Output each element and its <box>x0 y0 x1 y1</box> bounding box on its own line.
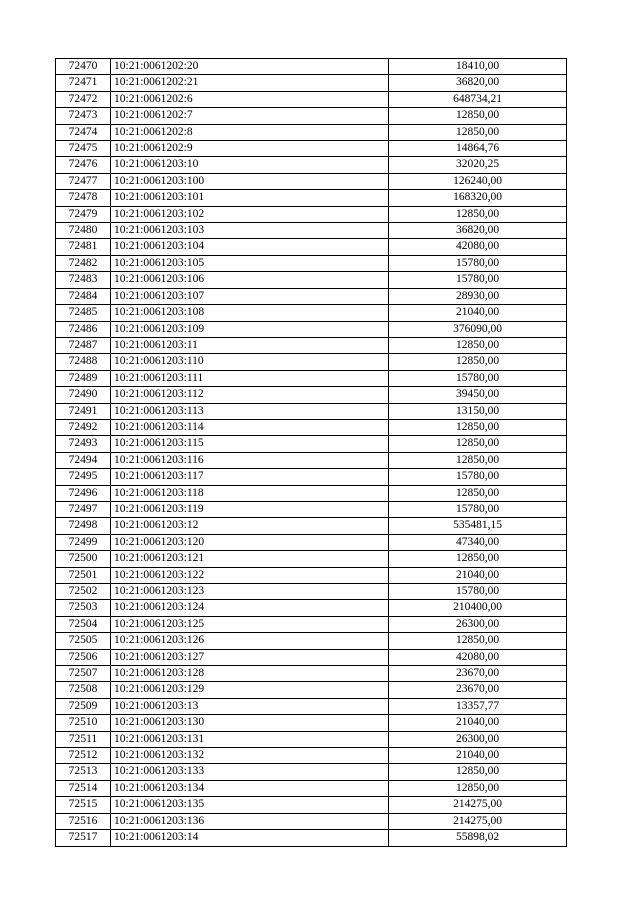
table-row <box>56 501 567 517</box>
cadastral-number-cell: 10:21:0061202:9 <box>111 141 389 157</box>
value-cell: 36820,00 <box>389 75 567 91</box>
cadastral-number-cell: 10:21:0061203:130 <box>111 715 389 731</box>
table-row <box>56 337 567 353</box>
table-body <box>56 59 567 847</box>
cadastral-number-cell: 10:21:0061203:114 <box>111 419 389 435</box>
cadastral-number-cell: 10:21:0061203:128 <box>111 666 389 682</box>
table-row <box>56 485 567 501</box>
table-row <box>56 75 567 91</box>
table-row <box>56 124 567 140</box>
table-row <box>56 173 567 189</box>
cadastral-number-cell: 10:21:0061203:116 <box>111 452 389 468</box>
row-number-cell: 72512 <box>56 748 111 764</box>
row-number-cell: 72504 <box>56 616 111 632</box>
value-cell: 26300,00 <box>389 616 567 632</box>
row-number-cell: 72476 <box>56 157 111 173</box>
table-row <box>56 321 567 337</box>
row-number-cell: 72489 <box>56 370 111 386</box>
table-row <box>56 780 567 796</box>
cadastral-number-cell: 10:21:0061203:136 <box>111 813 389 829</box>
value-cell: 15780,00 <box>389 272 567 288</box>
table-row <box>56 91 567 107</box>
row-number-cell: 72479 <box>56 206 111 222</box>
cadastral-number-cell: 10:21:0061203:110 <box>111 354 389 370</box>
value-cell: 214275,00 <box>389 813 567 829</box>
cadastral-number-cell: 10:21:0061203:100 <box>111 173 389 189</box>
cadastral-number-cell: 10:21:0061203:115 <box>111 436 389 452</box>
row-number-cell: 72495 <box>56 469 111 485</box>
value-cell: 12850,00 <box>389 108 567 124</box>
row-number-cell: 72488 <box>56 354 111 370</box>
cadastral-number-cell: 10:21:0061203:14 <box>111 830 389 846</box>
value-cell: 214275,00 <box>389 797 567 813</box>
row-number-cell: 72509 <box>56 698 111 714</box>
row-number-cell: 72473 <box>56 108 111 124</box>
table-row <box>56 764 567 780</box>
value-cell: 42080,00 <box>389 649 567 665</box>
row-number-cell: 72475 <box>56 141 111 157</box>
table-row <box>56 354 567 370</box>
value-cell: 535481,15 <box>389 518 567 534</box>
table-row <box>56 157 567 173</box>
row-number-cell: 72496 <box>56 485 111 501</box>
value-cell: 21040,00 <box>389 715 567 731</box>
row-number-cell: 72492 <box>56 419 111 435</box>
value-cell: 126240,00 <box>389 173 567 189</box>
value-cell: 15780,00 <box>389 255 567 271</box>
cadastral-number-cell: 10:21:0061203:109 <box>111 321 389 337</box>
table-row <box>56 223 567 239</box>
value-cell: 13357,77 <box>389 698 567 714</box>
cadastral-number-cell: 10:21:0061203:105 <box>111 255 389 271</box>
value-cell: 42080,00 <box>389 239 567 255</box>
row-number-cell: 72472 <box>56 91 111 107</box>
value-cell: 12850,00 <box>389 419 567 435</box>
row-number-cell: 72490 <box>56 387 111 403</box>
value-cell: 12850,00 <box>389 764 567 780</box>
value-cell: 12850,00 <box>389 337 567 353</box>
row-number-cell: 72471 <box>56 75 111 91</box>
cadastral-number-cell: 10:21:0061202:8 <box>111 124 389 140</box>
row-number-cell: 72514 <box>56 780 111 796</box>
cadastral-number-cell: 10:21:0061203:123 <box>111 584 389 600</box>
value-cell: 168320,00 <box>389 190 567 206</box>
cadastral-number-cell: 10:21:0061203:133 <box>111 764 389 780</box>
cadastral-number-cell: 10:21:0061203:120 <box>111 534 389 550</box>
row-number-cell: 72500 <box>56 551 111 567</box>
cadastral-number-cell: 10:21:0061203:108 <box>111 305 389 321</box>
value-cell: 21040,00 <box>389 567 567 583</box>
row-number-cell: 72478 <box>56 190 111 206</box>
table-row <box>56 436 567 452</box>
row-number-cell: 72494 <box>56 452 111 468</box>
row-number-cell: 72487 <box>56 337 111 353</box>
row-number-cell: 72501 <box>56 567 111 583</box>
table-row <box>56 305 567 321</box>
cadastral-number-cell: 10:21:0061203:112 <box>111 387 389 403</box>
row-number-cell: 72480 <box>56 223 111 239</box>
table-row <box>56 797 567 813</box>
table-row <box>56 731 567 747</box>
table-row <box>56 649 567 665</box>
cadastral-number-cell: 10:21:0061203:101 <box>111 190 389 206</box>
cadastral-number-cell: 10:21:0061203:102 <box>111 206 389 222</box>
cadastral-value-table <box>55 58 567 847</box>
value-cell: 28930,00 <box>389 288 567 304</box>
table-row <box>56 584 567 600</box>
cadastral-number-cell: 10:21:0061203:103 <box>111 223 389 239</box>
cadastral-number-cell: 10:21:0061203:122 <box>111 567 389 583</box>
cadastral-number-cell: 10:21:0061202:21 <box>111 75 389 91</box>
row-number-cell: 72510 <box>56 715 111 731</box>
cadastral-number-cell: 10:21:0061203:12 <box>111 518 389 534</box>
cadastral-number-cell: 10:21:0061202:6 <box>111 91 389 107</box>
value-cell: 23670,00 <box>389 666 567 682</box>
cadastral-number-cell: 10:21:0061203:10 <box>111 157 389 173</box>
cadastral-number-cell: 10:21:0061203:13 <box>111 698 389 714</box>
table-row <box>56 288 567 304</box>
value-cell: 12850,00 <box>389 485 567 501</box>
row-number-cell: 72482 <box>56 255 111 271</box>
row-number-cell: 72484 <box>56 288 111 304</box>
value-cell: 14864,76 <box>389 141 567 157</box>
cadastral-number-cell: 10:21:0061203:118 <box>111 485 389 501</box>
table-row <box>56 452 567 468</box>
cadastral-number-cell: 10:21:0061203:119 <box>111 501 389 517</box>
row-number-cell: 72517 <box>56 830 111 846</box>
table-row <box>56 255 567 271</box>
value-cell: 26300,00 <box>389 731 567 747</box>
value-cell: 21040,00 <box>389 748 567 764</box>
table-row <box>56 59 567 75</box>
value-cell: 55898,02 <box>389 830 567 846</box>
table-row <box>56 715 567 731</box>
table-row <box>56 190 567 206</box>
row-number-cell: 72507 <box>56 666 111 682</box>
row-number-cell: 72493 <box>56 436 111 452</box>
row-number-cell: 72481 <box>56 239 111 255</box>
table-row <box>56 272 567 288</box>
value-cell: 23670,00 <box>389 682 567 698</box>
value-cell: 12850,00 <box>389 206 567 222</box>
value-cell: 376090,00 <box>389 321 567 337</box>
row-number-cell: 72515 <box>56 797 111 813</box>
value-cell: 18410,00 <box>389 59 567 75</box>
table-row <box>56 141 567 157</box>
row-number-cell: 72503 <box>56 600 111 616</box>
table-row <box>56 748 567 764</box>
cadastral-number-cell: 10:21:0061202:7 <box>111 108 389 124</box>
value-cell: 12850,00 <box>389 551 567 567</box>
row-number-cell: 72513 <box>56 764 111 780</box>
row-number-cell: 72497 <box>56 501 111 517</box>
table-row <box>56 551 567 567</box>
row-number-cell: 72470 <box>56 59 111 75</box>
table-row <box>56 518 567 534</box>
row-number-cell: 72508 <box>56 682 111 698</box>
value-cell: 13150,00 <box>389 403 567 419</box>
row-number-cell: 72502 <box>56 584 111 600</box>
cadastral-number-cell: 10:21:0061203:113 <box>111 403 389 419</box>
row-number-cell: 72511 <box>56 731 111 747</box>
table-row <box>56 633 567 649</box>
cadastral-number-cell: 10:21:0061203:117 <box>111 469 389 485</box>
row-number-cell: 72483 <box>56 272 111 288</box>
value-cell: 47340,00 <box>389 534 567 550</box>
row-number-cell: 72486 <box>56 321 111 337</box>
table-row <box>56 108 567 124</box>
cadastral-number-cell: 10:21:0061203:129 <box>111 682 389 698</box>
table-row <box>56 387 567 403</box>
row-number-cell: 72516 <box>56 813 111 829</box>
row-number-cell: 72506 <box>56 649 111 665</box>
value-cell: 15780,00 <box>389 501 567 517</box>
value-cell: 36820,00 <box>389 223 567 239</box>
value-cell: 210400,00 <box>389 600 567 616</box>
cadastral-number-cell: 10:21:0061203:121 <box>111 551 389 567</box>
table-row <box>56 534 567 550</box>
row-number-cell: 72499 <box>56 534 111 550</box>
cadastral-number-cell: 10:21:0061203:132 <box>111 748 389 764</box>
table-row <box>56 403 567 419</box>
table-row <box>56 600 567 616</box>
value-cell: 12850,00 <box>389 436 567 452</box>
table-row <box>56 813 567 829</box>
row-number-cell: 72505 <box>56 633 111 649</box>
value-cell: 12850,00 <box>389 124 567 140</box>
row-number-cell: 72477 <box>56 173 111 189</box>
value-cell: 15780,00 <box>389 469 567 485</box>
row-number-cell: 72485 <box>56 305 111 321</box>
value-cell: 12850,00 <box>389 354 567 370</box>
cadastral-number-cell: 10:21:0061203:106 <box>111 272 389 288</box>
cadastral-number-cell: 10:21:0061203:127 <box>111 649 389 665</box>
table-row <box>56 239 567 255</box>
table-row <box>56 419 567 435</box>
value-cell: 12850,00 <box>389 452 567 468</box>
cadastral-number-cell: 10:21:0061203:104 <box>111 239 389 255</box>
table-row <box>56 616 567 632</box>
cadastral-number-cell: 10:21:0061203:131 <box>111 731 389 747</box>
cadastral-number-cell: 10:21:0061203:135 <box>111 797 389 813</box>
cadastral-number-cell: 10:21:0061202:20 <box>111 59 389 75</box>
register-page <box>55 58 566 847</box>
table-row <box>56 666 567 682</box>
cadastral-number-cell: 10:21:0061203:134 <box>111 780 389 796</box>
table-row <box>56 469 567 485</box>
row-number-cell: 72498 <box>56 518 111 534</box>
cadastral-number-cell: 10:21:0061203:107 <box>111 288 389 304</box>
cadastral-number-cell: 10:21:0061203:111 <box>111 370 389 386</box>
cadastral-number-cell: 10:21:0061203:126 <box>111 633 389 649</box>
cadastral-number-cell: 10:21:0061203:124 <box>111 600 389 616</box>
value-cell: 21040,00 <box>389 305 567 321</box>
table-row <box>56 567 567 583</box>
table-row <box>56 370 567 386</box>
table-row <box>56 682 567 698</box>
cadastral-number-cell: 10:21:0061203:125 <box>111 616 389 632</box>
cadastral-number-cell: 10:21:0061203:11 <box>111 337 389 353</box>
table-row <box>56 206 567 222</box>
value-cell: 39450,00 <box>389 387 567 403</box>
value-cell: 32020,25 <box>389 157 567 173</box>
value-cell: 648734,21 <box>389 91 567 107</box>
value-cell: 15780,00 <box>389 584 567 600</box>
value-cell: 12850,00 <box>389 633 567 649</box>
value-cell: 15780,00 <box>389 370 567 386</box>
value-cell: 12850,00 <box>389 780 567 796</box>
row-number-cell: 72491 <box>56 403 111 419</box>
table-row <box>56 698 567 714</box>
table-row <box>56 830 567 846</box>
row-number-cell: 72474 <box>56 124 111 140</box>
